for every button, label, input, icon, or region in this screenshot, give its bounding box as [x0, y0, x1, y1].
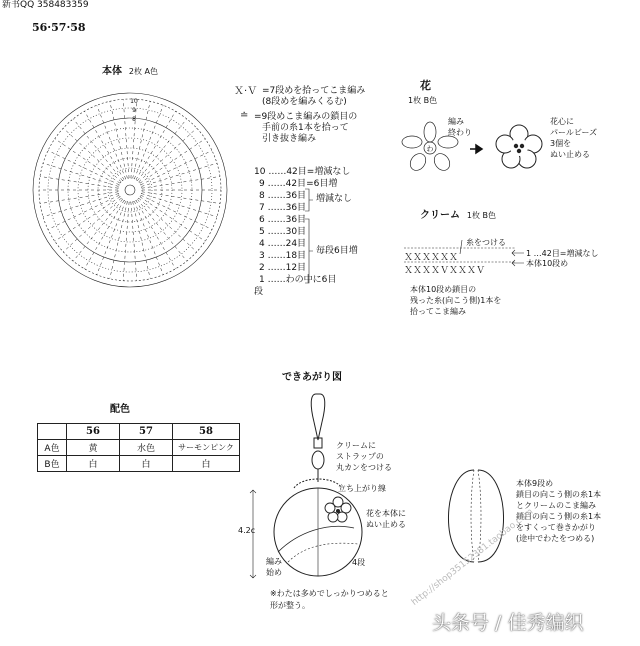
- color-header-57: 57: [120, 424, 173, 440]
- legend-line-1b: (8段めを編みくるむ): [262, 97, 347, 107]
- legend-symbol-2: ≐: [240, 110, 249, 121]
- flower-crochet-diagram: [400, 122, 460, 172]
- body-title: 本体: [102, 66, 122, 77]
- row-2: 2 ……12目: [259, 263, 307, 273]
- cream-heading: [420, 210, 496, 222]
- cream-attach-label: 糸をつける: [466, 238, 506, 247]
- svg-text:10: 10: [130, 98, 138, 105]
- color-row-label: B色: [38, 456, 67, 472]
- color-cell: 白: [173, 456, 240, 472]
- body-crochet-chart: [30, 90, 230, 290]
- row-1: 1 ……わの中に6目: [259, 275, 337, 285]
- svg-text:ＸＸＸＸＶＸＸＸＶ: ＸＸＸＸＶＸＸＸＶ: [404, 266, 486, 276]
- qq-id-text: 新书QQ 358483359: [2, 0, 89, 10]
- legend-line-1: =7段めを拾ってこま編み: [262, 86, 366, 96]
- color-header-blank: [38, 424, 67, 440]
- flower-finish-label: 編み 終わり: [448, 117, 472, 137]
- svg-text:9: 9: [132, 107, 136, 114]
- color-header-56: 56: [67, 424, 120, 440]
- flower-spec: 1枚 B色: [408, 96, 438, 105]
- joint-note: 本体9段め 鎖目の向こう側の糸1本 とクリームのこま編み 鎖目の向こう側の糸1本 をすくって巻きかがり (途中でわたをつめる): [516, 479, 602, 543]
- color-cell: 白: [67, 456, 120, 472]
- table-row: [38, 456, 240, 472]
- flower-finished-icon: [496, 124, 542, 168]
- row-6: 6 ……36目: [259, 215, 307, 225]
- color-cell: 白: [120, 456, 173, 472]
- row-10: 10 ……42目=増減なし: [254, 167, 351, 177]
- body-heading: [102, 66, 158, 78]
- pattern-numbers: 56·57·58: [32, 21, 86, 34]
- flower-title: 花: [420, 79, 431, 92]
- row-5: 5 ……30目: [259, 227, 307, 237]
- color-cell: 黄: [67, 440, 120, 456]
- dan4-label: 4段: [352, 558, 366, 567]
- svg-text:8: 8: [132, 116, 136, 123]
- legend-line-2b: 手前の糸1本を拾って: [262, 123, 349, 133]
- row-3: 3 ……18目: [259, 251, 307, 261]
- svg-text:ＸＸＸＸＸＸ: ＸＸＸＸＸＸ: [404, 253, 459, 263]
- cream-row1-note: 1 …42目=増減なし: [526, 249, 599, 258]
- row-brackets: [303, 189, 323, 299]
- body-spec: 2枚 A色: [128, 67, 158, 76]
- standup-line-label: 立ち上がり線: [338, 484, 386, 493]
- color-row-label: A色: [38, 440, 67, 456]
- cream-note: 本体10段め鎖目の 残った糸(向こう側)1本を 拾ってこま編み: [410, 285, 502, 316]
- color-cell: サーモンピンク: [173, 440, 240, 456]
- legend-line-2c: 引き抜き編み: [262, 134, 317, 144]
- start-label: 編み 始め: [266, 557, 282, 577]
- legend-symbol-1: Ｘ·Ｖ: [234, 86, 258, 97]
- row-9: 9 ……42目=6目増: [259, 179, 338, 189]
- flower-attach-note: 花を本体に ぬい止める: [366, 509, 406, 529]
- rows-dan-label: 段: [254, 287, 264, 297]
- size-label: 4.2c: [238, 526, 256, 535]
- arrow-icon: [470, 144, 484, 154]
- strap-note: クリームに ストラップの 丸カンをつける: [336, 441, 392, 472]
- color-header-58: 58: [173, 424, 240, 440]
- legend-line-2: =9段めこま編みの鎖目の: [254, 112, 358, 122]
- watermark-url: http://shop35152381.taobao.com: [410, 506, 536, 608]
- finished-title: できあがり図: [282, 372, 342, 383]
- stuffing-note: ※わたは多めでしっかりつめると 形が整う。: [270, 589, 389, 610]
- cream-spec: 1枚 B色: [466, 211, 496, 220]
- color-cell: 水色: [120, 440, 173, 456]
- watermark-brand: 头条号 / 佳秀编织: [432, 612, 584, 634]
- row-4: 4 ……24目: [259, 239, 307, 249]
- rows-increase-note: 毎段6目増: [316, 246, 358, 256]
- row-7: 7 ……36目: [259, 203, 307, 213]
- cream-row0-note: 本体10段め: [526, 259, 569, 268]
- color-table: [37, 423, 240, 472]
- table-row: [38, 440, 240, 456]
- svg-text:わ: わ: [426, 145, 434, 153]
- row-8: 8 ……36目: [259, 191, 307, 201]
- rows-no-change-note: 増減なし: [316, 194, 353, 204]
- color-title: 配色: [110, 404, 130, 415]
- cream-pointer-arrows: [510, 249, 526, 269]
- cream-crochet-diagram: [404, 246, 524, 276]
- cream-title: クリーム: [420, 210, 460, 221]
- color-table-header: [38, 424, 240, 440]
- row-count-list: [254, 167, 394, 287]
- flower-center-note: 花心に パールビーズ 3個を ぬい止める: [550, 117, 598, 159]
